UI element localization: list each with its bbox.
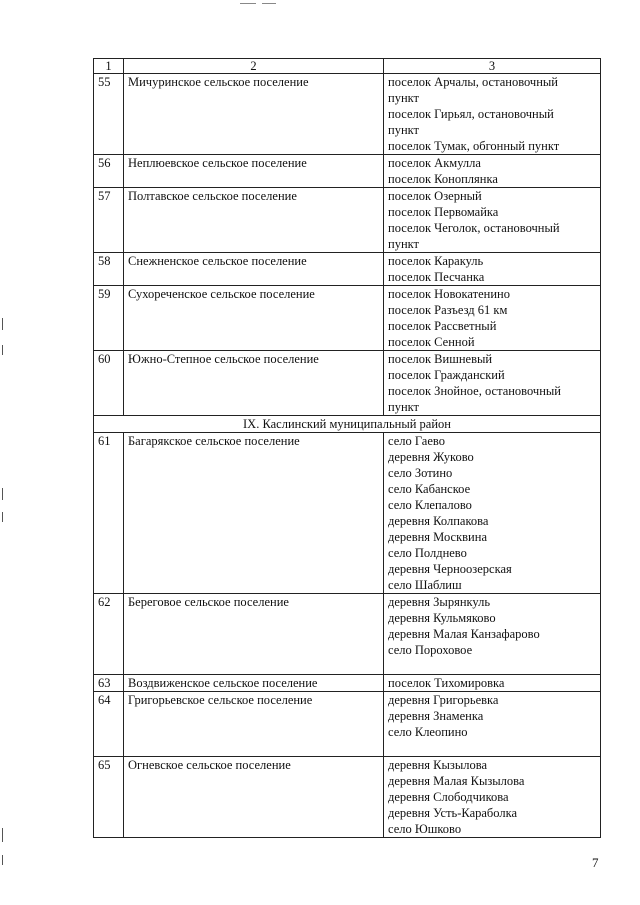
row-number: 58: [94, 253, 124, 286]
place-item: деревня Москвина: [388, 530, 487, 544]
place-item: поселок Разъезд 61 км: [388, 303, 508, 317]
header-col-1: 1: [94, 59, 124, 74]
place-item: село Пороховое: [388, 643, 473, 657]
row-number: 65: [94, 757, 124, 838]
settlement-name: Сухореченское сельское поселение: [124, 286, 384, 351]
scan-top-mark: [240, 3, 256, 4]
row-number: 55: [94, 74, 124, 155]
place-item: пункт: [388, 237, 419, 251]
place-item: поселок Песчанка: [388, 270, 485, 284]
place-item: поселок Гирьял, остановочный: [388, 107, 554, 121]
place-item: деревня Григорьевка: [388, 693, 499, 707]
place-item: поселок Рассветный: [388, 319, 497, 333]
row-spacer: [388, 740, 596, 756]
place-item: поселок Каракуль: [388, 254, 484, 268]
row-number: 56: [94, 155, 124, 188]
table-row: [94, 594, 601, 675]
settlements-table: [93, 58, 601, 838]
scan-margin-mark: [2, 488, 3, 500]
table-header-row: [94, 59, 601, 74]
places-cell: [384, 757, 601, 838]
scan-margin-mark: [2, 828, 3, 842]
table-row: [94, 675, 601, 692]
place-item: деревня Черноозерская: [388, 562, 512, 576]
place-item: поселок Вишневый: [388, 352, 493, 366]
place-item: пункт: [388, 91, 419, 105]
place-item: село Юшково: [388, 822, 462, 836]
row-number: 57: [94, 188, 124, 253]
settlement-name: Огневское сельское поселение: [124, 757, 384, 838]
places-cell: [384, 188, 601, 253]
place-item: село Полднево: [388, 546, 467, 560]
settlement-name: Береговое сельское поселение: [124, 594, 384, 675]
table-row: [94, 286, 601, 351]
settlement-name: Мичуринское сельское поселение: [124, 74, 384, 155]
place-item: поселок Гражданский: [388, 368, 505, 382]
scan-margin-mark: [2, 855, 3, 865]
header-col-2: 2: [124, 59, 384, 74]
settlement-name: Неплюевское сельское поселение: [124, 155, 384, 188]
places-cell: [384, 675, 601, 692]
places-cell: [384, 286, 601, 351]
place-item: село Зотино: [388, 466, 453, 480]
table-row: [94, 74, 601, 155]
row-number: 64: [94, 692, 124, 757]
settlement-name: Южно-Степное сельское поселение: [124, 351, 384, 416]
place-item: село Гаево: [388, 434, 445, 448]
table-row: [94, 188, 601, 253]
places-cell: [384, 74, 601, 155]
scan-margin-mark: [2, 345, 3, 355]
table-row: [94, 351, 601, 416]
place-item: деревня Слободчикова: [388, 790, 509, 804]
places-cell: [384, 351, 601, 416]
row-spacer: [388, 658, 596, 674]
table-row: [94, 155, 601, 188]
place-item: село Шаблиш: [388, 578, 462, 592]
table-row: [94, 433, 601, 594]
place-item: деревня Кульмяково: [388, 611, 496, 625]
table-row: [94, 757, 601, 838]
header-col-3: 3: [384, 59, 601, 74]
table-row: [94, 253, 601, 286]
place-item: деревня Зырянкуль: [388, 595, 491, 609]
place-item: деревня Жуково: [388, 450, 474, 464]
row-number: 62: [94, 594, 124, 675]
place-item: деревня Колпакова: [388, 514, 489, 528]
section-row: [94, 416, 601, 433]
place-item: пункт: [388, 400, 419, 414]
settlement-name: Полтавское сельское поселение: [124, 188, 384, 253]
places-cell: [384, 433, 601, 594]
places-cell: [384, 692, 601, 757]
place-item: деревня Знаменка: [388, 709, 484, 723]
place-item: поселок Тихомировка: [388, 676, 505, 690]
page-number: 7: [592, 855, 599, 870]
place-item: поселок Тумак, обгонный пункт: [388, 139, 560, 153]
section-title: IX. Каслинский муниципальный район: [94, 416, 601, 433]
place-item: поселок Акмулла: [388, 156, 481, 170]
scan-margin-mark: [2, 512, 3, 522]
scan-margin-mark: [2, 318, 3, 330]
settlement-name: Багарякское сельское поселение: [124, 433, 384, 594]
place-item: деревня Кызылова: [388, 758, 488, 772]
place-item: деревня Малая Канзафарово: [388, 627, 540, 641]
row-number: 60: [94, 351, 124, 416]
settlement-name: Снежненское сельское поселение: [124, 253, 384, 286]
place-item: село Кабанское: [388, 482, 471, 496]
table-row: [94, 692, 601, 757]
row-number: 63: [94, 675, 124, 692]
place-item: поселок Новокатенино: [388, 287, 510, 301]
place-item: поселок Озерный: [388, 189, 482, 203]
places-cell: [384, 253, 601, 286]
row-number: 61: [94, 433, 124, 594]
row-number: 59: [94, 286, 124, 351]
place-item: поселок Арчалы, остановочный: [388, 75, 559, 89]
places-cell: [384, 594, 601, 675]
scan-top-mark: [262, 3, 276, 4]
place-item: село Клепалово: [388, 498, 472, 512]
place-item: деревня Усть-Караболка: [388, 806, 518, 820]
place-item: поселок Чеголок, остановочный: [388, 221, 560, 235]
place-item: пункт: [388, 123, 419, 137]
settlement-name: Воздвиженское сельское поселение: [124, 675, 384, 692]
place-item: поселок Знойное, остановочный: [388, 384, 561, 398]
settlement-name: Григорьевское сельское поселение: [124, 692, 384, 757]
places-cell: [384, 155, 601, 188]
place-item: деревня Малая Кызылова: [388, 774, 525, 788]
place-item: поселок Коноплянка: [388, 172, 498, 186]
place-item: село Клеопино: [388, 725, 468, 739]
place-item: поселок Первомайка: [388, 205, 499, 219]
place-item: поселок Сенной: [388, 335, 475, 349]
